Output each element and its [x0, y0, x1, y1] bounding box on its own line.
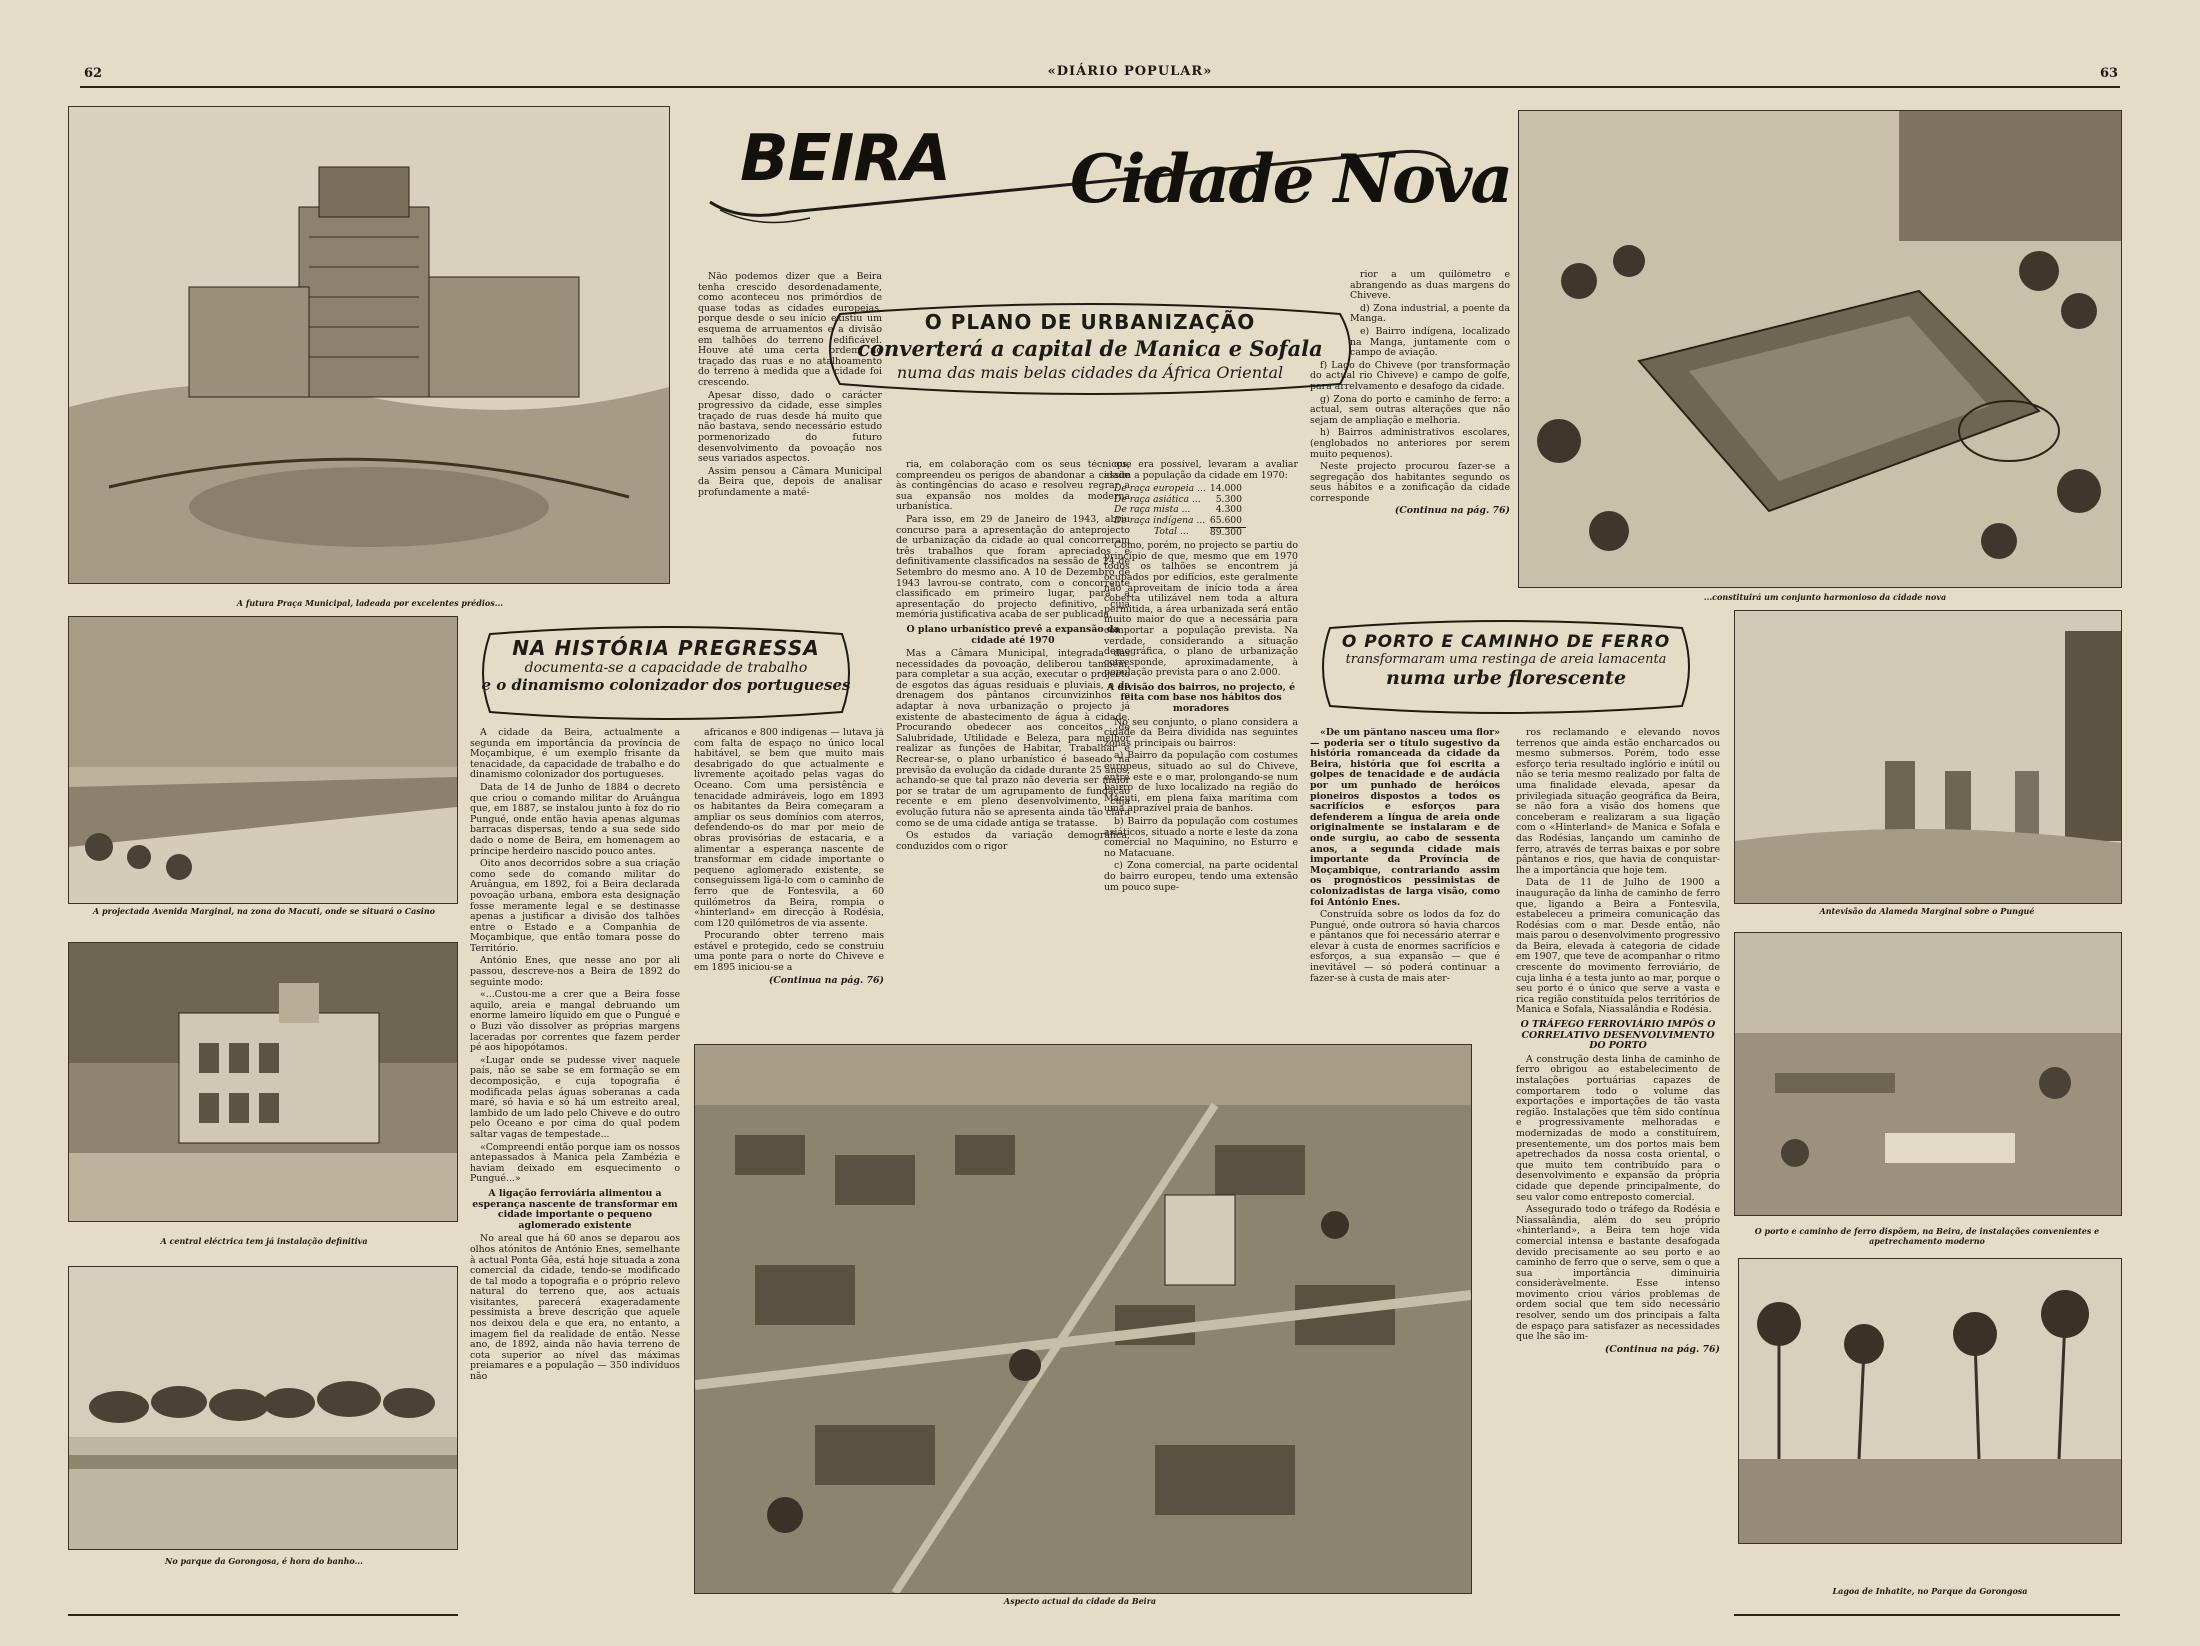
paragraph: «Lugar onde se pudesse viver naquele país, não se sabe se em formação se em decomposição, e cuja topografia é modificada pelas águas soberanas a cada maré, só havia e só há um estreito areal, lambido de um lado pelo Chiveve e do outro pelo Oceano e por cima do qual podem saltar vagas de tempestade... — [470, 1054, 680, 1140]
population-label: De raça asiática ... — [1114, 493, 1201, 505]
population-value: 65.600 — [1209, 514, 1242, 526]
aspecto-cidade-image — [694, 1044, 1472, 1594]
historia-column-1 — [470, 728, 680, 1608]
caption-porto: O porto e caminho de ferro dispõem, na Beira, de instalações convenientes e apetrechamento moderno — [1754, 1226, 2100, 1246]
paragraph: Data de 14 de Junho de 1884 o decreto que criou o comando militar do Aruângua que, em 1887, se instalou junto à foz do rio Pungué, onde então havia apenas algumas barracas dispersas, tendo a sua sede sido dado o nome de Beira, em homenagem ao príncipe herdeiro nascido pouco antes. — [470, 781, 680, 857]
caption-gorongosa: No parque da Gorongosa, é hora do banho... — [165, 1556, 363, 1566]
paragraph: h) Bairros administrativos escolares, (englobados no anteriores por serem muito pequenos). — [1310, 427, 1510, 460]
urbanizacao-title-l2: converterá a capital de Manica e Sofala — [857, 336, 1323, 361]
paragraph: g) Zona do porto e caminho de ferro: a actual, sem outras alterações que não sejam de ampliação e melhoria. — [1310, 393, 1510, 426]
footer-rule-left — [68, 1614, 458, 1616]
paragraph: António Enes, que nesse ano por ali passou, descreve-nos a Beira de 1892 do seguinte modo: — [470, 955, 680, 988]
urbanizacao-column-1 — [698, 272, 882, 602]
paragraph: c) Zona comercial, na parte ocidental do bairro europeu, tendo uma extensão um pouco supe- — [1104, 860, 1298, 893]
historia-title-l1: NA HISTÓRIA PREGRESSA — [512, 636, 820, 660]
population-total-value: 89.300 — [1210, 527, 1246, 538]
urbanizacao-column-3 — [1104, 460, 1298, 1034]
porto-title-l3: numa urbe florescente — [1385, 667, 1627, 689]
porto-image — [1734, 932, 2122, 1216]
header-rule — [80, 86, 2120, 88]
paragraph: Não podemos dizer que a Beira tenha crescido desordenadamente, como aconteceu nos primórdios de quase todas as cidades europeias, porque desde o seu início existiu um esquema de arruamentos e a divisão em talhões do terreno edificável. Houve até uma certa ordem no traçado das ruas e no atalhoamento do terreno à medida que a cidade foi crescendo. — [698, 272, 882, 388]
porto-title-l2: transformaram uma restinga de areia lamacenta — [1345, 652, 1667, 667]
urbanizacao-title-l1: O PLANO DE URBANIZAÇÃO — [924, 310, 1256, 334]
urbanizacao-title — [820, 310, 1360, 382]
paragraph: Assegurado todo o tráfego da Rodésia e Niassalândia, além do seu próprio «hinterland», a Beira tem hoje vida comercial intensa e bastante desafogada devido precisamente ao seu porto e ao caminho de ferro que o serve, sem o que a sua importância diminuiria consideràvelmente. Esse intenso movimento criou vários problemas de ordem social que tem sido necessário resolver, sendo um dos principais a falta de espaço para satisfazer as necessidades que lhe são im- — [1516, 1204, 1720, 1343]
paragraph: d) Zona industrial, a poente da Manga. — [1350, 302, 1510, 325]
subheading: A divisão dos bairros, no projecto, é feita com base nos hábitos dos moradores — [1106, 681, 1296, 715]
paragraph: a) Bairro da população com costumes europeus, situado ao sul do Chiveve, entre este e o mar, prolongando-se num bairro de luxo localizado na região do Macuti, em plena faixa marítima com uma aprazível praia de banhos. — [1104, 750, 1298, 815]
paragraph: e) Bairro indígena, localizado na Manga, juntamente com o campo de aviação. — [1350, 325, 1510, 359]
paragraph: africanos e 800 indígenas — lutava já com falta de espaço no único local habitável, se bem que muito mais desabrigado do que actualmente e livremente açoitado pelas vagas do Oceano. Com uma persistência e tenacidade admiráveis, logo em 1893 os habitantes da Beira começaram a ampliar os seus domínios com aterros, defendendo-os do mar por meio de obras provisórias de estacaria, e a alimentar a esperança nascente de transformar em cidade importante o pequeno aglomerado existente, se conseguissem ligá-lo com o caminho de ferro que de Fontesvila, a 60 quilómetros da Beira, rompia o «hinterland» em direcção à Rodésia, com 120 quilómetros de via assente. — [694, 728, 884, 929]
alameda-image — [1734, 610, 2122, 904]
caption-praca: A futura Praça Municipal, ladeada por excelentes prédios... — [236, 598, 504, 608]
masthead-cidade-nova: Cidade Nova — [1070, 140, 1512, 218]
historia-column-2 — [694, 728, 884, 1044]
porto-column-2 — [1516, 728, 1720, 1608]
paragraph: Oito anos decorridos sobre a sua criação como sede do comando militar do Aruângua, em 1892, foi a Beira declarada povoação urbana, embora esta designação fosse meramente legal e se destinasse apenas a justificar a divisão dos talhões entre o Estado e a Companhia de Moçambique, que então tomara posse do Território. — [470, 858, 680, 954]
page-number-right: 63 — [2100, 66, 2119, 81]
caption-avenida: A projectada Avenida Marginal, na zona do Macuti, onde se situará o Casino — [93, 906, 435, 916]
population-table — [1114, 484, 1246, 538]
page-number-left: 62 — [84, 66, 103, 81]
paragraph: «De um pântano nasceu uma flor» — poderia ser o título sugestivo da história romanceada da cidade da Beira, história que foi escrita a golpes de tenacidade e de audácia por um punhado de heróicos pioneiros dispostos a todos os sacrifícios e esforços para defenderem a língua de areia onde originalmente se instalaram e de onde surgiu, ao cabo de sessenta anos, a segunda cidade mais importante da Província de Moçambique, contrariando assim os prognósticos pessimistas de colonizadistas de larga visão, como foi António Enes. — [1310, 728, 1500, 908]
gorongosa-image — [68, 1266, 458, 1550]
porto-title — [1316, 632, 1696, 689]
paragraph: f) Lago do Chiveve (por transformação do actual rio Chiveve) e campo de golfe, para arrelvamento e desafogo da cidade. — [1310, 359, 1510, 392]
subheading: O TRÁFEGO FERROVIÁRIO IMPÔS O CORRELATIVO DESENVOLVIMENTO DO PORTO — [1520, 1019, 1716, 1052]
central-electrica-image — [68, 942, 458, 1222]
masthead-beira: BEIRA — [740, 122, 951, 196]
conjunto-image — [1518, 110, 2122, 588]
footer-rule-right — [1734, 1614, 2120, 1616]
paragraph: Apesar disso, dado o carácter progressivo da cidade, esse simples traçado de ruas desde há muito que não bastava, sendo necessário estudo pormenorizado do futuro desenvolvimento da povoação nos seus variados aspectos. — [698, 389, 882, 465]
historia-title-l2: documenta-se a capacidade de trabalho — [524, 660, 808, 676]
porto-column-1 — [1310, 728, 1500, 1038]
paragraph: ria, em colaboração com os seus técnicos, compreendeu os perigos de abandonar a cidade às contingências do acaso e resolveu regrar a sua expansão nos moldes da moderna urbanística. — [896, 460, 1130, 513]
paragraph: b) Bairro da população com costumes asiáticos, situado a norte e leste da zona comercial no Maquinino, no Esturro e no Matacuane. — [1104, 816, 1298, 859]
population-value: 14.000 — [1209, 483, 1242, 495]
paragraph: «...Custou-me a crer que a Beira fosse aquilo, areia e mangal debruando um enorme lameiro líquido em que o Pungué e o Buzi vão dissolver as próprias margens laceradas por correntes que fazem perder pé aos hipopótamos. — [470, 989, 680, 1054]
population-label: De raça mista ... — [1114, 504, 1191, 516]
paragraph: Procurando obter terreno mais estável e protegido, cedo se construiu uma ponte para o norte do Chiveve e em 1895 iniciou-se a — [694, 930, 884, 974]
urbanizacao-title-l3: numa das mais belas cidades da África Oriental — [896, 363, 1284, 382]
newspaper-name: «DIÁRIO POPULAR» — [1047, 64, 1213, 79]
paragraph: Data de 11 de Julho de 1900 a inauguração da linha de caminho de ferro que, ligando a Beira a Fontesvila, estabeleceu a primeira comunicação das Rodésias com o mar. Desde então, não mais parou o desenvolvimento progressivo da Beira, elevada à categoria de cidade em 1907, que teve de acompanhar o ritmo crescente do movimento ferroviário, de cuja linha é a testa junto ao mar, porque o seu porto é o único que serve a vasta e rica região constituída pelos territórios de Manica e Sofala, Niassalândia e Rodésia. — [1516, 877, 1720, 1016]
subheading: A ligação ferroviária alimentou a esperança nascente de transformar em cidade importante o pequeno aglomerado existente — [472, 1187, 678, 1231]
population-value: 4.300 — [1215, 504, 1242, 516]
caption-conjunto: ...constituirá um conjunto harmonioso da cidade nova — [1703, 592, 1947, 602]
population-value: 5.300 — [1215, 493, 1242, 505]
paragraph: Mas a Câmara Municipal, integrada das necessidades da povoação, deliberou também, para completar a sua acção, executar o projecto de esgotos das águas residuais e pluviais, o da drenagem dos pântanos circunvizinhos e adaptar à nova urbanização o projecto já existente de abastecimento de água à cidade. Procurando obedecer aos conceitos de Salubridade, Utilidade e Beleza, para melhor realizar as funções de Habitar, Trabalhar e Recrear-se, o plano urbanístico é baseado na previsão da evolução da cidade durante 25 anos, achando-se que tal prazo não deveria ser maior por se tratar de um agrupamento de fundação recente e em pleno desenvolvimento, cuja evolução futura não se apresenta ainda tão clara como se de uma cidade antiga se tratasse. — [896, 648, 1130, 829]
population-label: De raça europeia ... — [1114, 483, 1206, 495]
paragraph: No seu conjunto, o plano considera a cidade da Beira dividida nas seguintes zonas principais ou bairros: — [1104, 716, 1298, 749]
paragraph: Neste projecto procurou fazer-se a segregação dos habitantes segundo os seus hábitos e a zonificação da cidade corresponde — [1310, 461, 1510, 504]
paragraph: rior a um quilómetro e abrangendo as duas margens do Chiveve. — [1350, 270, 1510, 302]
paragraph: A construção desta linha de caminho de ferro obrigou ao estabelecimento de instalações portuárias capazes de comportarem todo o volume das exportações e importações de tão vasta região. Instalações que têm sido contínua e progressivamente melhoradas e modernizadas de modo a constituírem, presentemente, um dos portos mais bem apetrechados da nossa costa oriental, o que muito tem contribuído para o desenvolvimento e expansão da própria cidade que depende principalmente, do seu valor como entreposto comercial. — [1516, 1053, 1720, 1203]
historia-title — [476, 636, 856, 694]
porto-title-l1: O PORTO E CAMINHO DE FERRO — [1341, 632, 1671, 652]
paragraph: Construída sobre os lodos da foz do Pungué, onde outrora só havia charcos e pântanos que foi necessário aterrar e elevar à custa de enormes sacrifícios e esforços, a sua expansão — que é inevitável — só poderá continuar a fazer-se à custa de mais ater- — [1310, 909, 1500, 984]
caption-aspecto: Aspecto actual da cidade da Beira — [1003, 1596, 1157, 1606]
continuation-note: (Continua na pág. 76) — [1604, 1343, 1720, 1355]
paragraph: que era possível, levaram a avaliar assim a população da cidade em 1970: — [1104, 460, 1298, 481]
historia-title-l3: e o dinamismo colonizador dos portugueses — [481, 676, 851, 694]
urbanizacao-column-4 — [1310, 270, 1510, 600]
paragraph: Como, porém, no projecto se partiu do princípio de que, mesmo que em 1970 todos os talhões se encontrem já ocupados por edifícios, este geralmente não aproveitam de início toda a área coberta utilizável nem toda a altura permitida, a área urbanizada será então muito maior do que a necessária para comportar a população prevista. Na verdade, considerando a situação demográfica, o plano de urbanização corresponde, aproximadamente, à população prevista para o ano 2.000. — [1104, 540, 1298, 679]
paragraph: Assim pensou a Câmara Municipal da Beira que, depois de analisar profundamente a maté- — [698, 465, 882, 498]
continuation-note: (Continua na pág. 76) — [1394, 505, 1510, 517]
urbanizacao-column-2 — [896, 460, 1130, 1034]
paragraph: Para isso, em 29 de Janeiro de 1943, abriu concurso para a apresentação do anteprojecto de urbanização da cidade ao qual concorreram três trabalhos que foram apreciados e definitivamente classificados na sessão de 24 de Setembro do mesmo ano. A 10 de Dezembro de 1943 lavrou-se contrato, com o concorrente classificado em primeiro lugar, para a apresentação do projecto definitivo, cuja memória justificativa acaba de ser publicada. — [896, 513, 1130, 621]
caption-central: A central eléctrica tem já instalação definitiva — [160, 1236, 368, 1246]
population-total-row — [1114, 527, 1246, 538]
paragraph: A cidade da Beira, actualmente a segunda em importância da província de Moçambique, é um exemplo frisante da tenacidade, da capacidade de trabalho e do dinamismo colonizador dos portugueses. — [470, 728, 680, 781]
caption-lagoa: Lagoa de Inhatite, no Parque da Gorongosa — [1832, 1586, 2028, 1596]
population-label: De raça indígena ... — [1114, 515, 1206, 527]
paragraph: ros reclamando e elevando novos terrenos que ainda estão encharcados ou mesmo submersos. Porém, todo esse esforço teria resultado inglório e inútil ou não se teria mesmo realizado por falta de uma finalidade elevada, apesar da privilegiada situação geográfica da Beira, se não fora a visão dos homens que conceberam e realizaram a sua ligação com o «Hinterland» de Manica e Sofala e das Rodésias, lançando um caminho de ferro, através de terras baixas e por sobre pântanos e rios, que havia de conquistar-lhe a importância que hoje tem. — [1516, 728, 1720, 876]
paragraph: Os estudos da variação demográfica, conduzidos com o rigor — [896, 830, 1130, 852]
continuation-note: (Continua na pág. 76) — [768, 974, 884, 986]
paragraph: «Compreendi então porque iam os nossos antepassados à Manica pela Zambézia e haviam deixado em esquecimento o Pungué...» — [470, 1141, 680, 1185]
subheading: O plano urbanístico prevê a expansão da cidade até 1970 — [906, 623, 1120, 646]
lagoa-image — [1738, 1258, 2122, 1544]
paragraph: No areal que há 60 anos se deparou aos olhos atónitos de António Enes, semelhante à actual Ponta Gêa, está hoje situada a zona comercial da cidade, tendo-se modificado de tal modo a topografia e o próprio relevo natural do terreno que, aos actuais visitantes, parecerá exageradamente pessimista a breve descrição que aquele nos deixou dela e que era, no entanto, a imagem fiel da realidade de então. Nesse ano, de 1892, ainda não havia terreno de cota superior ao nível das máximas preiamares e a população — 350 indivíduos não — [470, 1233, 680, 1383]
caption-alameda: Antevisão da Alameda Marginal sobre o Pungué — [1819, 906, 2035, 916]
praca-municipal-image — [68, 106, 670, 584]
avenida-marginal-image — [68, 616, 458, 904]
population-total-label: Total ... — [1154, 526, 1189, 538]
